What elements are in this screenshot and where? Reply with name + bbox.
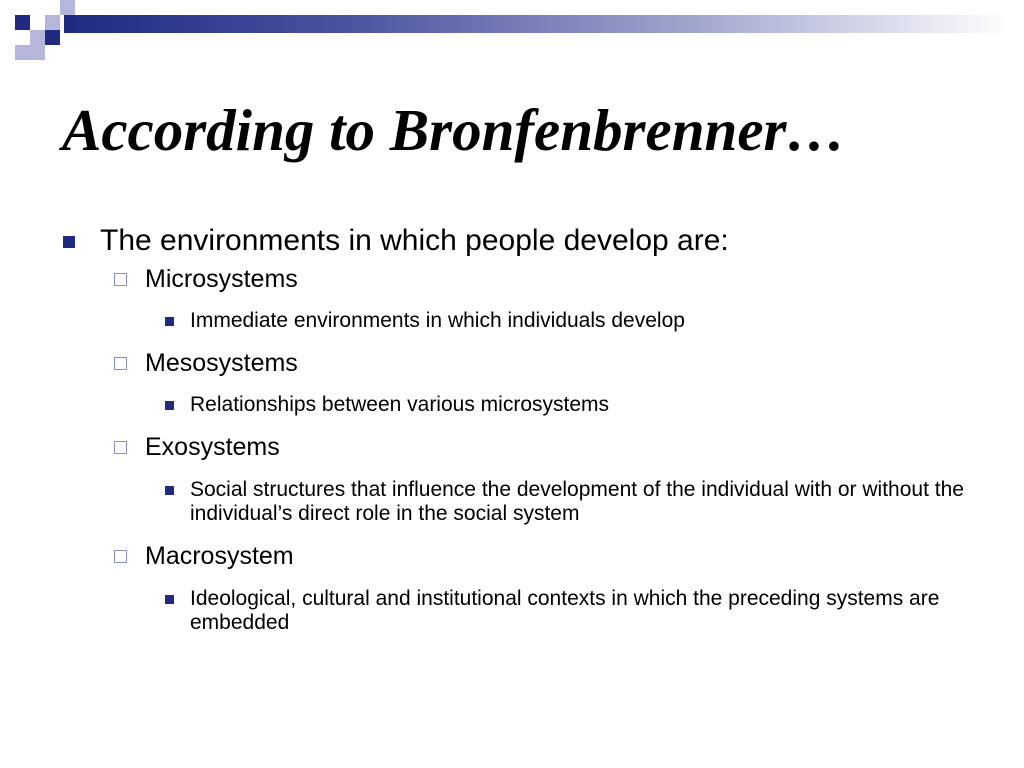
square-bullet-icon [63,236,75,248]
hollow-square-bullet-icon [114,357,127,370]
small-square-bullet-icon [165,486,174,495]
slide-title: According to Bronfenbrenner… [62,97,846,163]
hollow-square-bullet-icon [114,273,127,286]
small-square-bullet-icon [165,595,174,604]
decor-square [45,15,60,30]
decor-square [30,45,45,60]
hollow-square-bullet-icon [114,441,127,454]
main-bullet-text: The environments in which people develop are: [100,224,729,257]
hollow-square-bullet-icon [114,550,127,563]
subitem-label-microsystems: Microsystems [145,265,298,293]
small-square-bullet-icon [165,401,174,410]
subitem-detail-exosystems: Social structures that influence the development of the individual with or without the individual’s direct role in the social system [190,478,964,525]
subitem-label-exosystems: Exosystems [145,433,280,461]
small-square-bullet-icon [165,317,174,326]
subitem-detail-macrosystem: Ideological, cultural and institutional contexts in which the preceding systems are embedded [190,587,940,634]
decor-square [15,15,30,30]
decor-square [60,0,75,15]
header-gradient-bar [64,15,1010,33]
decor-square [30,30,45,45]
decor-square [15,45,30,60]
subitem-label-macrosystem: Macrosystem [145,542,294,570]
subitem-detail-mesosystems: Relationships between various microsystems [190,393,610,416]
subitem-detail-microsystems: Immediate environments in which individuals develop [190,309,685,332]
subitem-label-mesosystems: Mesosystems [145,349,298,377]
decor-square [45,30,60,45]
